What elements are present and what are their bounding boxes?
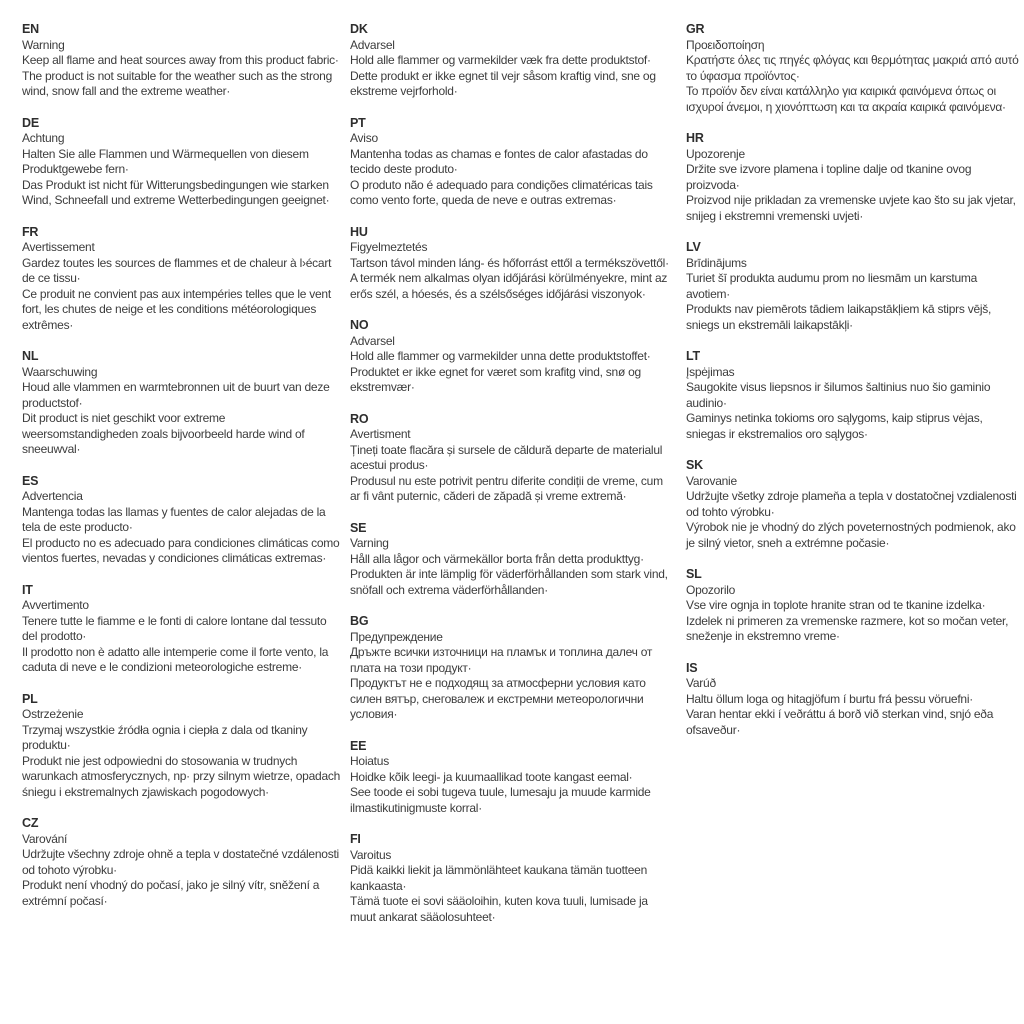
language-code: DK <box>350 22 368 36</box>
language-section-lt <box>686 349 1020 442</box>
warning-paragraph: Udržujte všechny zdroje ohně a tepla v dostatečné vzdálenosti od tohoto výrobku· <box>22 847 339 877</box>
warning-title: Waarschuwing <box>22 364 98 379</box>
warning-paragraph: El producto no es adecuado para condiciones climáticas como vientos fuertes, nevadas y condiciones climáticas extremas· <box>22 535 340 565</box>
language-section-hr <box>686 131 1020 224</box>
language-section-se <box>350 521 676 599</box>
language-section-nl <box>22 349 344 458</box>
warning-paragraph: Proizvod nije prikladan za vremenske uvjete kao što su jak vjetar, snijeg i ekstremni vremenski uvjeti· <box>686 193 1016 223</box>
warning-title: Opozorilo <box>686 582 736 597</box>
language-section-sk <box>686 458 1020 551</box>
warning-paragraph: Håll alla lågor och värmekällor borta från detta produkttyg· <box>350 551 644 566</box>
warning-title: Varoitus <box>350 847 392 862</box>
warning-paragraph: Produktet er ikke egnet for været som krafitg vind, snø og ekstremvær· <box>350 364 641 394</box>
language-section-es <box>22 474 344 567</box>
column-2 <box>350 22 676 1024</box>
language-code: SL <box>686 567 702 581</box>
warning-paragraph: O produto não é adequado para condições climatéricas tais como vento forte, queda de neve e outras extremas· <box>350 177 653 207</box>
language-section-lv <box>686 240 1020 333</box>
warning-paragraph: Tämä tuote ei sovi sääoloihin, kuten kova tuuli, lumisade ja muut ankarat sääolosuhteet· <box>350 894 648 924</box>
warning-title: Varovanie <box>686 473 737 488</box>
warning-paragraph: Udržujte všetky zdroje plameňa a tepla v dostatočnej vzdialenosti od tohto výrobku· <box>686 489 1017 519</box>
language-code: NO <box>350 318 369 332</box>
warning-paragraph: Κρατήστε όλες τις πηγές φλόγας και θερμότητας μακριά από αυτό το ύφασμα προϊόντος· <box>686 53 1019 83</box>
language-section-pt <box>350 116 676 209</box>
warning-paragraph: Ce produit ne convient pas aux intempéries telles que le vent fort, les chutes de neige et les conditions météorologiques extrêmes· <box>22 286 331 332</box>
warning-title: Varúð <box>686 676 716 690</box>
warning-paragraph: Gaminys netinka tokioms oro sąlygoms, kaip stiprus vėjas, sniegas ir ekstremalios oro sąlygos· <box>686 411 983 441</box>
language-section-cz <box>22 816 344 909</box>
language-code: BG <box>350 614 369 628</box>
language-section-is <box>686 661 1020 739</box>
warning-paragraph: Gardez toutes les sources de flammes et de chaleur à l›écart de ce tissu· <box>22 255 332 285</box>
language-code: CZ <box>22 816 39 830</box>
warning-title: Avvertimento <box>22 598 89 612</box>
warning-paragraph: Dit product is niet geschikt voor extreme weersomstandigheden zoals bijvoorbeeld harde wind of sneeuwval· <box>22 411 305 456</box>
language-code: SE <box>350 520 367 535</box>
warning-paragraph: Il prodotto non è adatto alle intemperie come il forte vento, la caduta di neve e le condizioni meteorologiche estreme· <box>22 644 329 674</box>
language-section-en <box>22 22 344 100</box>
warning-paragraph: Turiet šī produkta audumu prom no liesmām un karstuma avotiem· <box>686 271 978 301</box>
warning-title: Upozorenje <box>686 146 745 161</box>
warning-title: Achtung <box>22 131 65 145</box>
language-code: FR <box>22 224 39 239</box>
language-section-dk <box>350 22 676 100</box>
language-section-it <box>22 583 344 676</box>
warning-title: Figyelmeztetés <box>350 240 428 254</box>
warning-paragraph: Výrobok nie je vhodný do zlých poveternostných podmienok, ako je silný vietor, sneh a extrémne počasie· <box>686 520 1016 550</box>
language-code: LV <box>686 240 701 254</box>
warning-paragraph: Mantenga todas las llamas y fuentes de calor alejadas de la tela de este producto· <box>22 504 326 534</box>
warning-paragraph: Trzymaj wszystkie źródła ognia i ciepła z dala od tkaniny produktu· <box>22 722 308 752</box>
warning-paragraph: See toode ei sobi tugeva tuule, lumesaju ja muude karmide ilmastikutinigmuste korral· <box>350 785 651 815</box>
warning-paragraph: A termék nem alkalmas olyan időjárási körülményekre, mint az erős szél, a hóesés, és a szélsőséges időjárási viszonyok· <box>350 271 668 301</box>
language-code: EE <box>350 738 367 753</box>
warning-title: Advertencia <box>22 489 83 503</box>
warning-paragraph: Varan hentar ekki í veðráttu á borð við sterkan vind, snjó eða ofsaveður· <box>686 707 994 737</box>
warning-title: Hoiatus <box>350 754 389 768</box>
language-code: LT <box>686 349 700 363</box>
column-3 <box>686 22 1020 1024</box>
warning-title: Avertisment <box>350 427 411 441</box>
warning-paragraph: Produkt nie jest odpowiedni do stosowania w trudnych warunkach atmosferycznych, np· przy silnym wietrze, opadach śniegu i ekstremalnych zjawiskach pogodowych· <box>22 753 341 799</box>
column-1 <box>22 22 344 1024</box>
warning-paragraph: Produkten är inte lämplig för väderförhållanden som stark vind, snöfall och extrema väderförhållanden· <box>350 567 668 597</box>
language-code: RO <box>350 411 369 426</box>
warning-title: Advarsel <box>350 37 395 52</box>
warning-title: Įspėjimas <box>686 364 735 379</box>
language-code: GR <box>686 22 705 36</box>
language-section-gr <box>686 22 1020 115</box>
warning-title: Advarsel <box>350 333 395 348</box>
warning-paragraph: Tartson távol minden láng- és hőforrást ettől a termékszövettől· <box>350 255 669 270</box>
warning-title: Varning <box>350 536 389 550</box>
warning-paragraph: Produkts nav piemērots tādiem laikapstākļiem kā stiprs vējš, sniegs un ekstremāli laikapstākļi· <box>686 302 992 332</box>
language-section-sl <box>686 567 1020 645</box>
warning-paragraph: Držite sve izvore plamena i topline dalje od tkanine ovog proizvoda· <box>686 162 972 192</box>
language-code: EN <box>22 22 39 36</box>
language-code: FI <box>350 832 361 846</box>
warning-paragraph: Το προϊόν δεν είναι κατάλληλο για καιρικά φαινόμενα όπως οι ισχυροί άνεμοι, η χιονόπτωση και τα ακραία καιρικά φαινόμενα· <box>686 84 1006 114</box>
warning-title: Brīdinājums <box>686 255 747 270</box>
warning-paragraph: Houd alle vlammen en warmtebronnen uit de buurt van deze productstof· <box>22 380 330 410</box>
warning-paragraph: Vse vire ognja in toplote hranite stran od te tkanine izdelka· <box>686 598 986 612</box>
language-code: PT <box>350 115 366 130</box>
warning-paragraph: Das Produkt ist nicht für Witterungsbedingungen wie starken Wind, Schneefall und extreme Wetterbedingungen geeignet· <box>22 177 330 207</box>
warning-paragraph: Haltu öllum loga og hitagjöfum í burtu frá þessu vöruefni· <box>686 691 973 706</box>
warning-paragraph: Tenere tutte le fiamme e le fonti di calore lontane dal tessuto del prodotto· <box>22 613 327 643</box>
warning-title: Avertissement <box>22 240 95 254</box>
language-section-no <box>350 318 676 396</box>
language-section-de <box>22 116 344 209</box>
language-section-fr <box>22 225 344 334</box>
warning-paragraph: Hoidke kõik leegi- ja kuumaallikad toote kangast eemal· <box>350 769 633 784</box>
warning-title: Ostrzeżenie <box>22 707 84 721</box>
warning-paragraph: Продуктът не е подходящ за атмосферни условия като силен вятър, снеговалеж и екстремни метеорологични условия· <box>350 676 646 721</box>
warning-paragraph: Halten Sie alle Flammen und Wärmequellen von diesem Produktgewebe fern· <box>22 146 309 176</box>
warning-title: Προειδοποίηση <box>686 37 765 52</box>
warning-paragraph: Saugokite visus liepsnos ir šilumos šaltinius nuo šio gaminio audinio· <box>686 380 991 410</box>
language-code: HU <box>350 224 368 239</box>
language-code: IS <box>686 660 698 675</box>
language-section-bg <box>350 614 676 723</box>
warning-paragraph: Keep all flame and heat sources away from this product fabric· <box>22 53 339 67</box>
language-code: NL <box>22 349 39 363</box>
language-code: DE <box>22 115 39 130</box>
language-section-hu <box>350 225 676 303</box>
warning-paragraph: Produsul nu este potrivit pentru diferite condiții de vreme, cum ar fi vânt puternic, căderi de zăpadă și vreme extremă· <box>350 473 663 503</box>
warning-paragraph: Hold alle flammer og varmekilder unna dette produktstoffet· <box>350 349 651 363</box>
language-code: HR <box>686 131 704 145</box>
warning-paragraph: Produkt není vhodný do počasí, jako je silný vítr, sněžení a extrémní počasí· <box>22 878 320 908</box>
language-code: SK <box>686 458 703 472</box>
warning-paragraph: Izdelek ni primeren za vremenske razmere, kot so močan veter, sneženje in ekstremno vreme· <box>686 613 1009 643</box>
language-code: IT <box>22 582 33 597</box>
language-section-ro <box>350 412 676 505</box>
warning-paragraph: The product is not suitable for the weather such as the strong wind, snow fall and the extreme weather· <box>22 68 333 98</box>
warning-paragraph: Hold alle flammer og varmekilder væk fra dette produktstof· <box>350 53 651 67</box>
language-code: PL <box>22 691 38 706</box>
language-section-ee <box>350 739 676 817</box>
warning-paragraph: Țineți toate flacăra și sursele de căldură departe de materialul acestui produs· <box>350 442 663 472</box>
warning-title: Warning <box>22 37 65 52</box>
warning-paragraph: Pidä kaikki liekit ja lämmönlähteet kaukana tämän tuotteen kankaasta· <box>350 863 648 893</box>
warning-paragraph: Дръжте всички източници на пламък и топлина далеч от плата на този продукт· <box>350 645 653 675</box>
warning-paragraph: Dette produkt er ikke egnet til vejr såsom kraftig vind, sne og ekstreme vejrforhold· <box>350 68 656 98</box>
language-section-pl <box>22 692 344 801</box>
warning-title: Aviso <box>350 131 378 145</box>
language-section-fi <box>350 832 676 925</box>
warning-paragraph: Mantenha todas as chamas e fontes de calor afastadas do tecido deste produto· <box>350 146 648 176</box>
warning-title: Varování <box>22 831 68 846</box>
language-code: ES <box>22 473 39 488</box>
warning-title: Предупреждение <box>350 629 443 644</box>
